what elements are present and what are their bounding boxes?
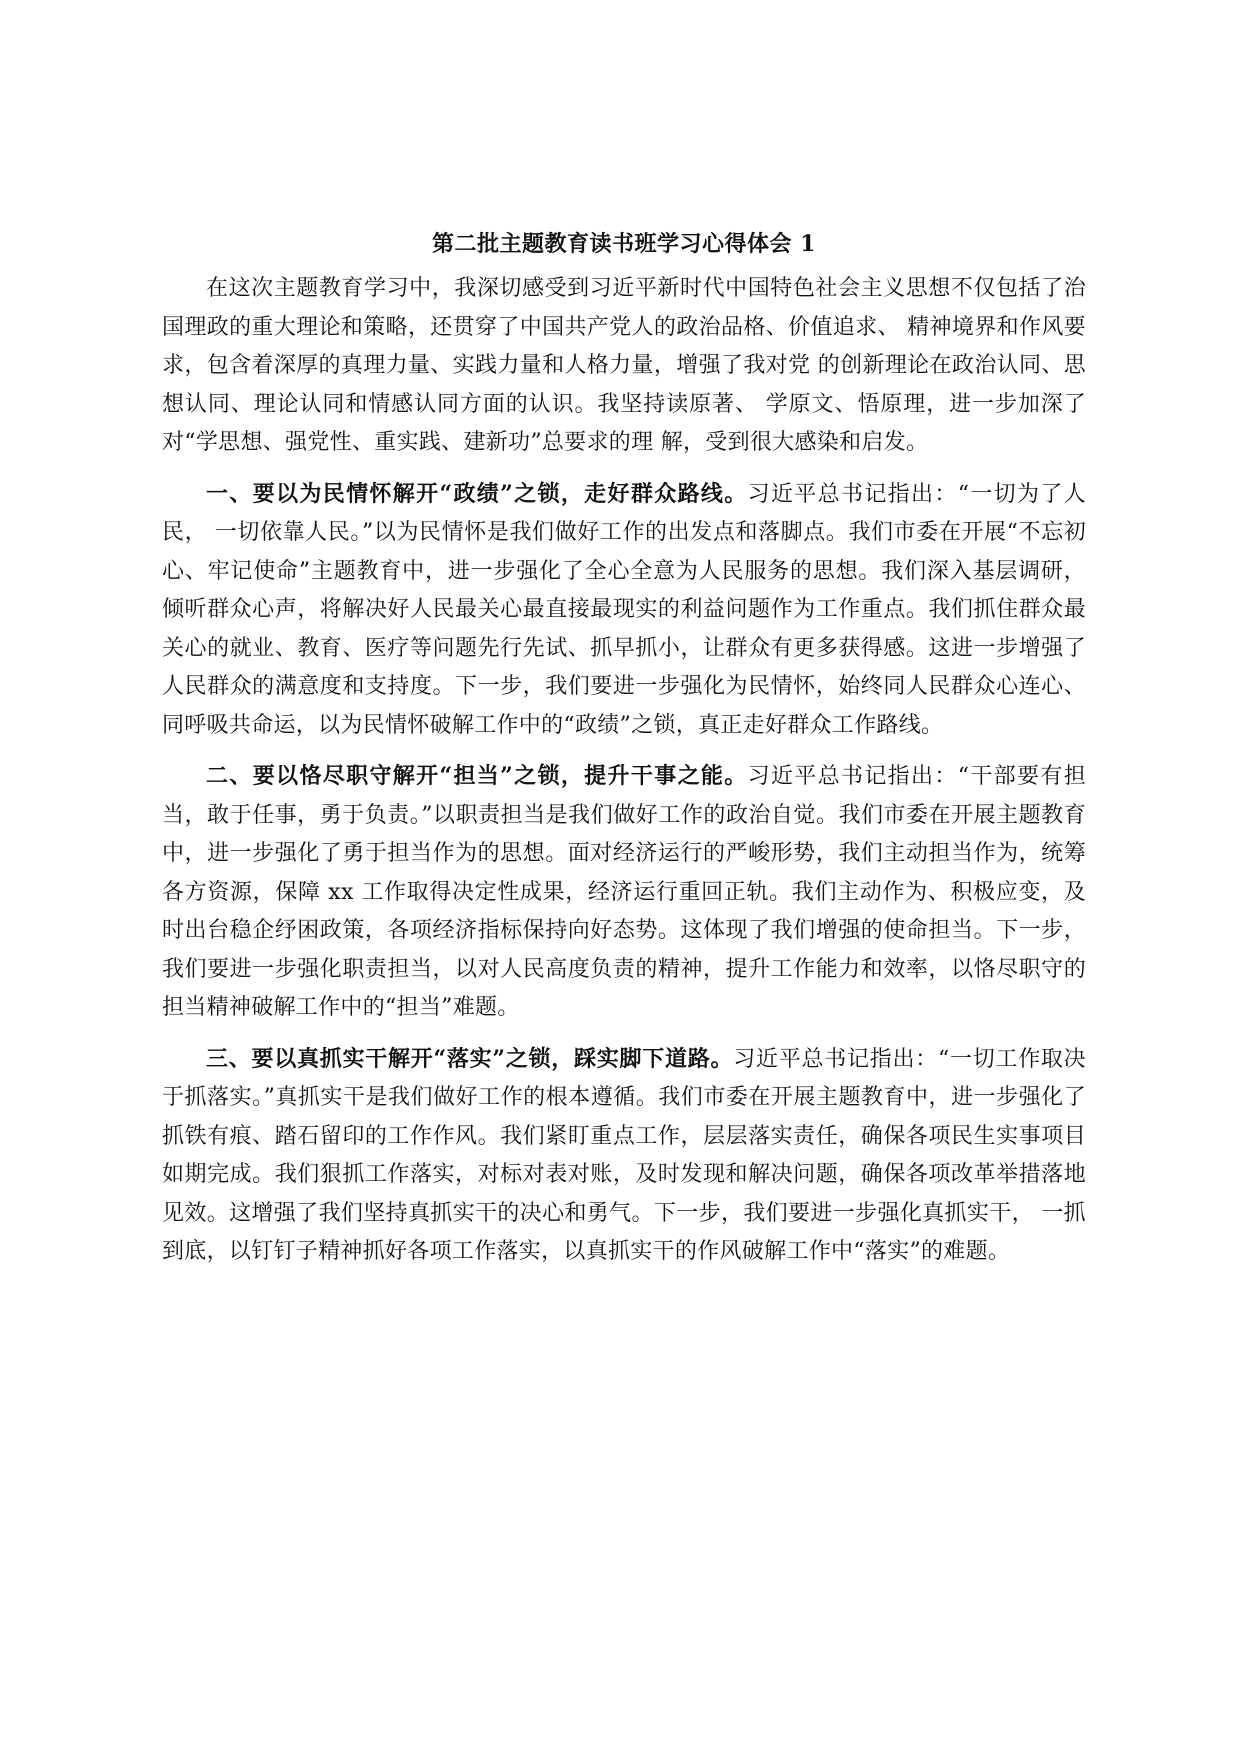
- section-body-3: 习近平总书记指出：“一切工作取决于抓落实。”真抓实干是我们做好工作的根本遵循。我们市委在开展主题教育中，进一步强化了抓铁有痕、踏石留印的工作作风。我们紧盯重点工作，层层落实责任，确保各项民生实事项目如期完成。我们狠抓工作落实，对标对表对账，及时发现和解决问题，确保各项改革举措落地见效。这增强了我们坚持真抓实干的决心和勇气。下一步，我们要进一步强化真抓实干， 一抓到底，以钉钉子精神抓好各项工作落实，以真抓实干的作风破解工作中“落实”的难题。: [162, 1046, 1086, 1264]
- section-body-1: 习近平总书记指出：“一切为了人民， 一切依靠人民。”以为民情怀是我们做好工作的出发点和落脚点。我们市委在开展“不忘初心、牢记使命”主题教育中，进一步强化了全心全意为人民服务的思想。我们深入基层调研，倾听群众心声，将解决好人民最关心最直接最现实的利益问题作为工作重点。我们抓住群众最关心的就业、教育、医疗等问题先行先试、抓早抓小，让群众有更多获得感。这进一步增强了人民群众的满意度和支持度。下一步，我们要进一步强化为民情怀，始终同人民群众心连心、同呼吸共命运，以为民情怀破解工作中的“政绩”之锁，真正走好群众工作路线。: [162, 481, 1086, 738]
- section-body-2: 习近平总书记指出：“干部要有担当，敢于任事，勇于负责。”以职责担当是我们做好工作的政治自觉。我们市委在开展主题教育中，进一步强化了勇于担当作为的思想。面对经济运行的严峻形势，我们主动担当作为，统筹各方资源，保障 xx 工作取得决定性成果，经济运行重回正轨。我们主动作为、积极应变，及时出台稳企纾困政策，各项经济指标保持向好态势。这体现了我们增强的使命担当。下一步，我们要进一步强化职责担当，以对人民高度负责的精神，提升工作能力和效率，以恪尽职守的担当精神破解工作中的“担当”难题。: [162, 764, 1086, 1020]
- intro-paragraph: 在这次主题教育学习中，我深切感受到习近平新时代中国特色社会主义思想不仅包括了治国理政的重大理论和策略，还贯穿了中国共产党人的政治品格、价值追求、 精神境界和作风要求，包含着深厚的真理力量、实践力量和人格力量，增强了我对党 的创新理论在政治认同、思想认同、理论认同和情感认同方面的认识。我坚持读原著、 学原文、悟原理，进一步加深了对“学思想、强党性、重实践、建新功”总要求的理 解，受到很大感染和启发。: [162, 276, 1086, 455]
- section-heading-3: 三、要以真抓实干解开“落实”之锁，踩实脚下道路。: [206, 1045, 734, 1072]
- section-heading-1: 一、要以为民情怀解开“政绩”之锁，走好群众路线。: [206, 480, 748, 507]
- document-body: [162, 226, 1086, 1284]
- section-heading-2: 二、要以恪尽职守解开“担当”之锁，提升干事之能。: [206, 763, 748, 789]
- section-paragraph-2: [162, 757, 1086, 1028]
- document-title: 第二批主题教育读书班学习心得体会 1: [432, 231, 816, 257]
- section-paragraph-3: [162, 1040, 1086, 1272]
- section-paragraph-1: [162, 475, 1086, 746]
